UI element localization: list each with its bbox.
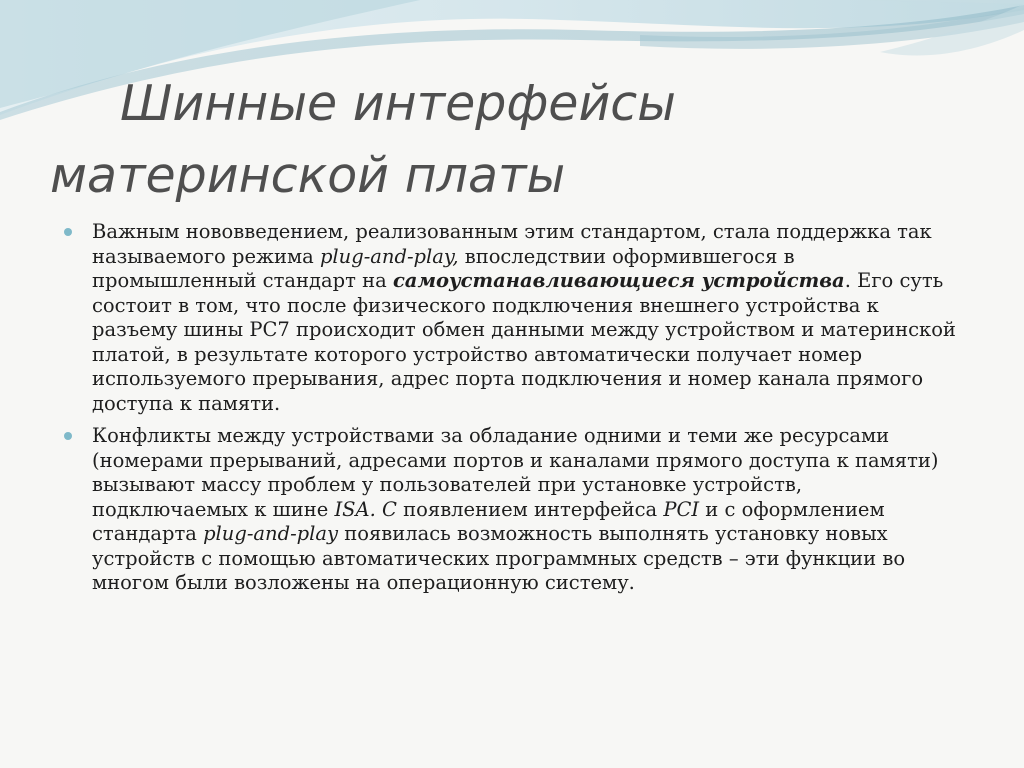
bullet2-italic-plug-and-play: plug-and-play — [203, 522, 339, 545]
bullet-item-conflicts — [62, 424, 962, 596]
bullet2-text-part2: появлением интерфейса — [396, 497, 664, 521]
bullet-dot-icon — [64, 228, 72, 236]
bullet2-italic-pci: PCI — [663, 497, 700, 521]
bullet2-text-part1: Конфликты между устройствами за обладание одними и теми же ресурсами (номерами прерываний, адресами портов и каналами прямого доступа к памяти) вызывают массу проблем у пользователей при установке устройств, подключаемых к шине — [92, 424, 939, 521]
bullet2-text-part3: и с оформлением стандарта — [92, 497, 885, 545]
bullet1-text-part1: Важным нововведением, реализованным этим стандартом, стала поддержка так называемого режима — [92, 220, 932, 268]
slide-title-line1: Шинные интерфейсы — [120, 75, 676, 132]
slide-title-line2: материнской платы — [50, 147, 566, 204]
bullet1-bold-term: самоустанавливающиеся устройства — [392, 269, 845, 292]
slide-title — [50, 68, 950, 212]
bullet2-italic-isa: ISA. С — [334, 497, 397, 521]
bullet1-text-part2: впоследствии оформившегося в промышленный стандарт на — [92, 244, 795, 292]
bullet1-text-part3: . Его суть состоит в том, что после физического подключения внешнего устройства к разъему шины РС7 происходит обмен данными между устройством и материнской платой, в результате которого устройство автоматически получает номер используемого прерывания, адрес порта подключения и номер канала прямого доступа к памяти. — [92, 269, 956, 415]
bullet-list — [62, 220, 962, 604]
bullet1-italic-plug-and-play: plug-and-play, — [319, 244, 459, 268]
bullet-item-plug-and-play — [62, 220, 962, 416]
bullet-dot-icon — [64, 432, 72, 440]
bullet2-text-part4: появилась возможность выполнять установку новых устройств с помощью автоматических программных средств – эти функции во многом были возложены на операционную систему. — [92, 522, 906, 594]
